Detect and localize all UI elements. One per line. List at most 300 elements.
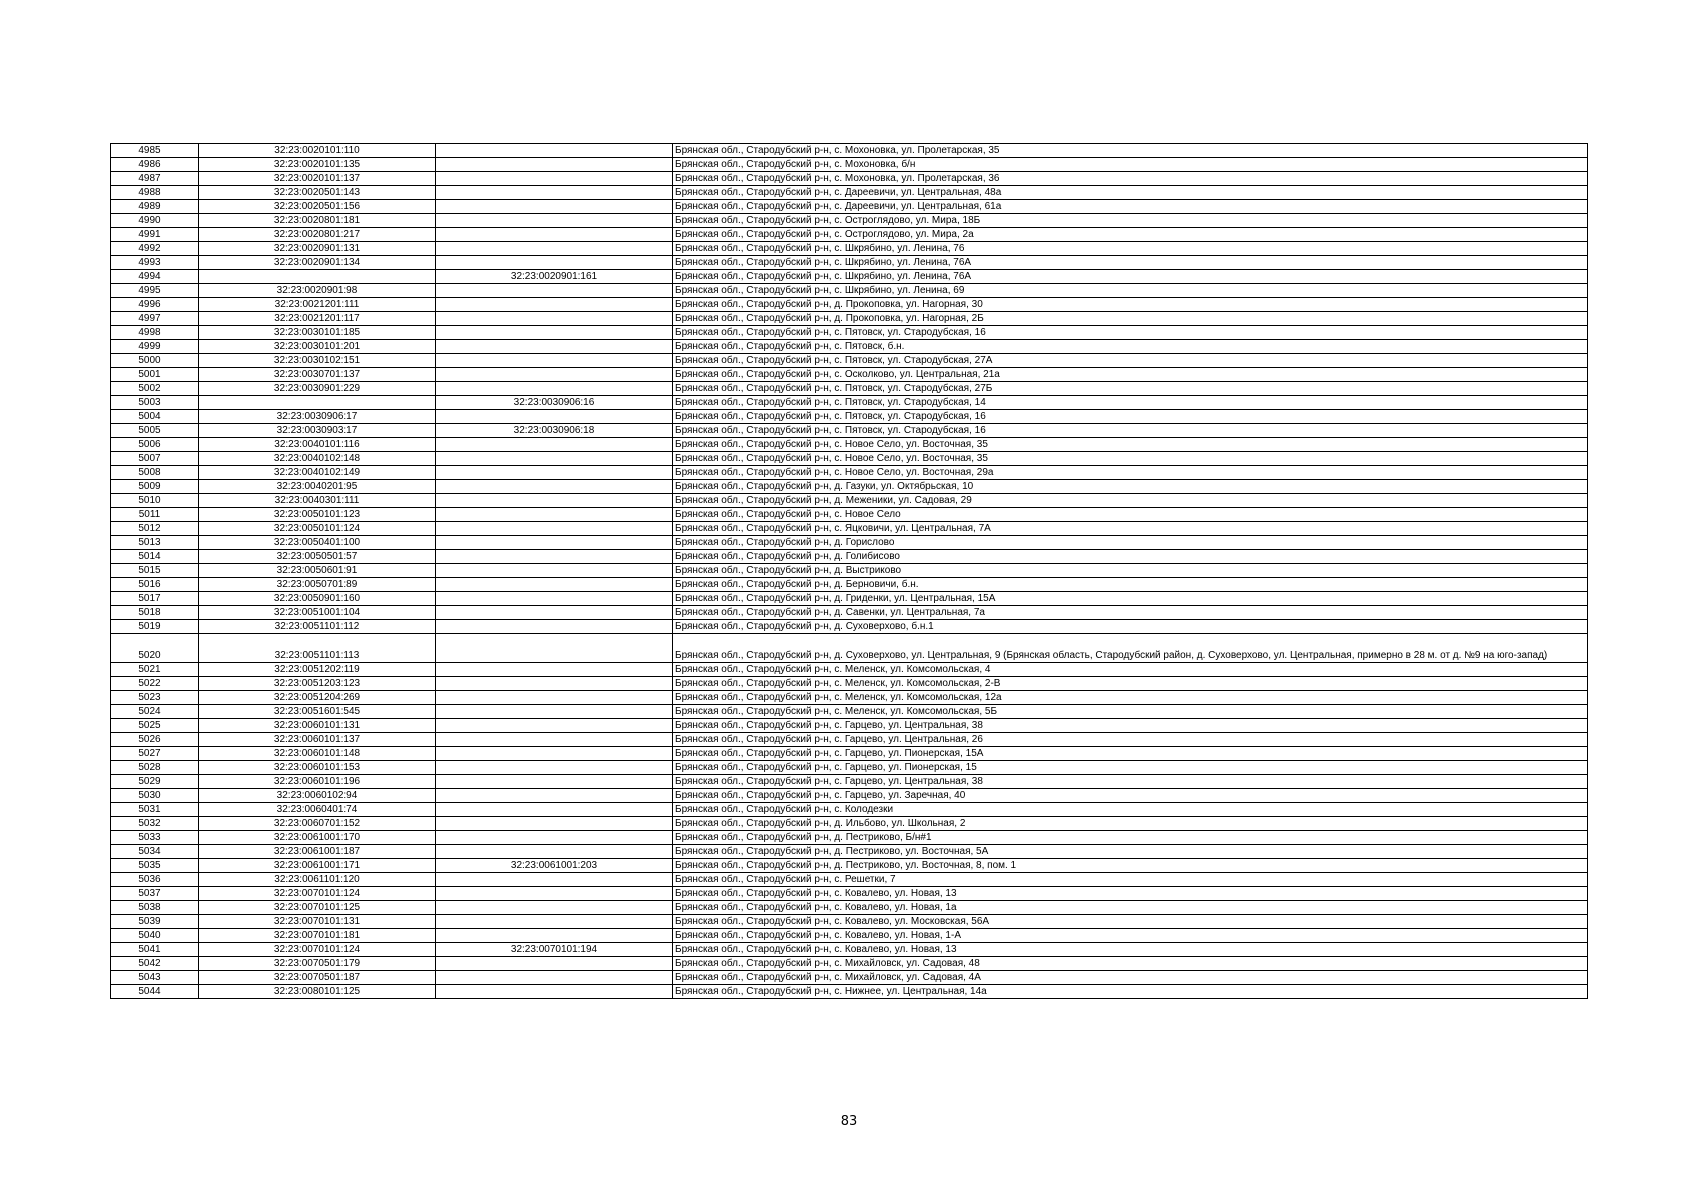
row-number-cell: 4990 [111,214,199,228]
row-number-cell: 4999 [111,340,199,354]
address-cell: Брянская обл., Стародубский р-н, д. Берновичи, б.н. [673,578,1588,592]
cadastral-number-cell: 32:23:0020101:135 [199,158,436,172]
address-cell: Брянская обл., Стародубский р-н, с. Гарцево, ул. Пионерская, 15А [673,747,1588,761]
row-number-cell: 4986 [111,158,199,172]
row-number-cell: 5023 [111,691,199,705]
row-number-cell: 4993 [111,256,199,270]
registry-body [111,144,1588,999]
cadastral-number-cell: 32:23:0070101:124 [199,943,436,957]
row-number-cell: 5030 [111,789,199,803]
address-cell: Брянская обл., Стародубский р-н, с. Ковалево, ул. Новая, 13 [673,887,1588,901]
table-row [111,957,1588,971]
table-row [111,452,1588,466]
cadastral-number-cell: 32:23:0050501:57 [199,550,436,564]
linked-cadastral-number-cell [436,326,673,340]
address-cell: Брянская обл., Стародубский р-н, с. Шкрябино, ул. Ленина, 76А [673,256,1588,270]
address-cell: Брянская обл., Стародубский р-н, с. Гарцево, ул. Пионерская, 15 [673,761,1588,775]
registry-table [110,143,1588,999]
table-row [111,775,1588,789]
linked-cadastral-number-cell [436,719,673,733]
cadastral-number-cell: 32:23:0030901:229 [199,382,436,396]
cadastral-number-cell: 32:23:0051203:123 [199,677,436,691]
cadastral-number-cell: 32:23:0070501:179 [199,957,436,971]
table-row [111,494,1588,508]
address-cell: Брянская обл., Стародубский р-н, с. Пятовск, б.н. [673,340,1588,354]
row-number-cell: 4996 [111,298,199,312]
linked-cadastral-number-cell [436,452,673,466]
table-row [111,901,1588,915]
linked-cadastral-number-cell [436,929,673,943]
table-row [111,663,1588,677]
linked-cadastral-number-cell [436,256,673,270]
table-row [111,859,1588,873]
linked-cadastral-number-cell [436,957,673,971]
row-number-cell: 4987 [111,172,199,186]
cadastral-number-cell: 32:23:0070501:187 [199,971,436,985]
linked-cadastral-number-cell [436,705,673,719]
table-row [111,873,1588,887]
linked-cadastral-number-cell [436,971,673,985]
page-number: 83 [840,1114,858,1129]
row-number-cell: 5043 [111,971,199,985]
cadastral-number-cell: 32:23:0030102:151 [199,354,436,368]
linked-cadastral-number-cell [436,620,673,634]
linked-cadastral-number-cell [436,761,673,775]
cadastral-number-cell: 32:23:0060101:153 [199,761,436,775]
linked-cadastral-number-cell [436,592,673,606]
table-row [111,354,1588,368]
table-row [111,284,1588,298]
table-row [111,915,1588,929]
address-cell: Брянская обл., Стародубский р-н, с. Яцковичи, ул. Центральная, 7А [673,522,1588,536]
address-cell: Брянская обл., Стародубский р-н, с. Пятовск, ул. Стародубская, 14 [673,396,1588,410]
address-cell: Брянская обл., Стародубский р-н, д. Голибисово [673,550,1588,564]
table-row [111,677,1588,691]
linked-cadastral-number-cell [436,536,673,550]
table-row [111,396,1588,410]
table-row [111,228,1588,242]
table-row [111,691,1588,705]
address-cell: Брянская обл., Стародубский р-н, д. Гриденки, ул. Центральная, 15А [673,592,1588,606]
row-number-cell: 5014 [111,550,199,564]
linked-cadastral-number-cell [436,550,673,564]
address-cell: Брянская обл., Стародубский р-н, с. Михайловск, ул. Садовая, 48 [673,957,1588,971]
row-number-cell: 5036 [111,873,199,887]
linked-cadastral-number-cell [436,831,673,845]
cadastral-number-cell: 32:23:0060101:131 [199,719,436,733]
row-number-cell: 5035 [111,859,199,873]
linked-cadastral-number-cell [436,200,673,214]
linked-cadastral-number-cell [436,887,673,901]
row-number-cell: 4995 [111,284,199,298]
linked-cadastral-number-cell [436,845,673,859]
cadastral-number-cell [199,270,436,284]
cadastral-number-cell: 32:23:0050701:89 [199,578,436,592]
row-number-cell: 5001 [111,368,199,382]
address-cell: Брянская обл., Стародубский р-н, с. Дареевичи, ул. Центральная, 61а [673,200,1588,214]
row-number-cell: 4992 [111,242,199,256]
address-cell: Брянская обл., Стародубский р-н, д. Пестриково, ул. Восточная, 8, пом. 1 [673,859,1588,873]
cadastral-number-cell: 32:23:0020501:143 [199,186,436,200]
table-row [111,985,1588,999]
linked-cadastral-number-cell: 32:23:0070101:194 [436,943,673,957]
linked-cadastral-number-cell [436,677,673,691]
table-row [111,480,1588,494]
table-row [111,620,1588,634]
linked-cadastral-number-cell [436,606,673,620]
linked-cadastral-number-cell [436,410,673,424]
cadastral-number-cell: 32:23:0050901:160 [199,592,436,606]
row-number-cell: 4988 [111,186,199,200]
address-cell: Брянская обл., Стародубский р-н, с. Гарцево, ул. Центральная, 26 [673,733,1588,747]
table-row [111,424,1588,438]
linked-cadastral-number-cell [436,186,673,200]
linked-cadastral-number-cell [436,775,673,789]
linked-cadastral-number-cell [436,144,673,158]
cadastral-number-cell: 32:23:0051202:119 [199,663,436,677]
row-number-cell: 5041 [111,943,199,957]
address-cell: Брянская обл., Стародубский р-н, с. Меленск, ул. Комсомольская, 5Б [673,705,1588,719]
row-number-cell: 5009 [111,480,199,494]
address-cell: Брянская обл., Стародубский р-н, с. Пятовск, ул. Стародубская, 27А [673,354,1588,368]
address-cell: Брянская обл., Стародубский р-н, с. Колодезки [673,803,1588,817]
row-number-cell: 5018 [111,606,199,620]
address-cell: Брянская обл., Стародубский р-н, с. Мохоновка, ул. Пролетарская, 36 [673,172,1588,186]
linked-cadastral-number-cell [436,817,673,831]
address-cell: Брянская обл., Стародубский р-н, с. Меленск, ул. Комсомольская, 2-В [673,677,1588,691]
address-cell: Брянская обл., Стародубский р-н, с. Ковалево, ул. Новая, 1-А [673,929,1588,943]
row-number-cell: 5029 [111,775,199,789]
table-row [111,508,1588,522]
cadastral-number-cell: 32:23:0020101:137 [199,172,436,186]
table-row [111,326,1588,340]
row-number-cell: 5040 [111,929,199,943]
address-cell: Брянская обл., Стародубский р-н, с. Мохоновка, б/н [673,158,1588,172]
row-number-cell: 5020 [111,634,199,663]
table-row [111,438,1588,452]
row-number-cell: 5024 [111,705,199,719]
linked-cadastral-number-cell [436,340,673,354]
linked-cadastral-number-cell [436,158,673,172]
linked-cadastral-number-cell: 32:23:0061001:203 [436,859,673,873]
linked-cadastral-number-cell [436,466,673,480]
linked-cadastral-number-cell [436,901,673,915]
row-number-cell: 5022 [111,677,199,691]
table-row [111,368,1588,382]
linked-cadastral-number-cell [436,747,673,761]
cadastral-number-cell: 32:23:0070101:124 [199,887,436,901]
row-number-cell: 5044 [111,985,199,999]
linked-cadastral-number-cell [436,508,673,522]
cadastral-number-cell: 32:23:0061001:171 [199,859,436,873]
row-number-cell: 5017 [111,592,199,606]
cadastral-number-cell: 32:23:0051101:112 [199,620,436,634]
row-number-cell: 5037 [111,887,199,901]
address-cell: Брянская обл., Стародубский р-н, с. Новое Село, ул. Восточная, 35 [673,438,1588,452]
cadastral-number-cell: 32:23:0050101:124 [199,522,436,536]
linked-cadastral-number-cell: 32:23:0020901:161 [436,270,673,284]
cadastral-number-cell: 32:23:0051101:113 [199,634,436,663]
linked-cadastral-number-cell [436,985,673,999]
address-cell: Брянская обл., Стародубский р-н, д. Пестриково, ул. Восточная, 5А [673,845,1588,859]
cadastral-number-cell: 32:23:0080101:125 [199,985,436,999]
row-number-cell: 5034 [111,845,199,859]
table-row [111,536,1588,550]
linked-cadastral-number-cell [436,494,673,508]
row-number-cell: 5026 [111,733,199,747]
row-number-cell: 4989 [111,200,199,214]
table-row [111,298,1588,312]
cadastral-number-cell: 32:23:0030906:17 [199,410,436,424]
cadastral-number-cell: 32:23:0030903:17 [199,424,436,438]
table-row [111,761,1588,775]
row-number-cell: 5042 [111,957,199,971]
linked-cadastral-number-cell [436,298,673,312]
row-number-cell: 5003 [111,396,199,410]
table-row [111,831,1588,845]
linked-cadastral-number-cell [436,284,673,298]
cadastral-number-cell: 32:23:0070101:181 [199,929,436,943]
address-cell: Брянская обл., Стародубский р-н, с. Шкрябино, ул. Ленина, 69 [673,284,1588,298]
linked-cadastral-number-cell [436,522,673,536]
cadastral-number-cell: 32:23:0060102:94 [199,789,436,803]
linked-cadastral-number-cell [436,873,673,887]
row-number-cell: 5016 [111,578,199,592]
address-cell: Брянская обл., Стародубский р-н, д. Прокоповка, ул. Нагорная, 30 [673,298,1588,312]
address-cell: Брянская обл., Стародубский р-н, с. Шкрябино, ул. Ленина, 76 [673,242,1588,256]
table-row [111,186,1588,200]
linked-cadastral-number-cell [436,368,673,382]
linked-cadastral-number-cell [436,354,673,368]
table-row [111,606,1588,620]
table-row [111,747,1588,761]
table-row [111,144,1588,158]
address-cell: Брянская обл., Стародубский р-н, д. Горислово [673,536,1588,550]
linked-cadastral-number-cell: 32:23:0030906:16 [436,396,673,410]
address-cell: Брянская обл., Стародубский р-н, с. Гарцево, ул. Заречная, 40 [673,789,1588,803]
address-cell: Брянская обл., Стародубский р-н, с. Ковалево, ул. Новая, 13 [673,943,1588,957]
row-number-cell: 5039 [111,915,199,929]
cadastral-number-cell: 32:23:0040102:148 [199,452,436,466]
row-number-cell: 5031 [111,803,199,817]
cadastral-number-cell: 32:23:0050601:91 [199,564,436,578]
cadastral-number-cell: 32:23:0030101:185 [199,326,436,340]
table-row [111,410,1588,424]
row-number-cell: 4991 [111,228,199,242]
table-row [111,340,1588,354]
linked-cadastral-number-cell [436,480,673,494]
cadastral-number-cell: 32:23:0020901:134 [199,256,436,270]
table-row [111,382,1588,396]
table-row [111,929,1588,943]
table-row [111,242,1588,256]
table-row [111,592,1588,606]
linked-cadastral-number-cell [436,242,673,256]
row-number-cell: 5032 [111,817,199,831]
address-cell: Брянская обл., Стародубский р-н, с. Дареевичи, ул. Центральная, 48а [673,186,1588,200]
cadastral-number-cell: 32:23:0020801:217 [199,228,436,242]
table-row [111,312,1588,326]
address-cell: Брянская обл., Стародубский р-н, д. Выстриково [673,564,1588,578]
table-row [111,522,1588,536]
address-cell: Брянская обл., Стародубский р-н, с. Пятовск, ул. Стародубская, 27Б [673,382,1588,396]
address-cell: Брянская обл., Стародубский р-н, с. Гарцево, ул. Центральная, 38 [673,719,1588,733]
address-cell: Брянская обл., Стародубский р-н, д. Савенки, ул. Центральная, 7а [673,606,1588,620]
cadastral-number-cell: 32:23:0060401:74 [199,803,436,817]
address-cell: Брянская обл., Стародубский р-н, д. Меженики, ул. Садовая, 29 [673,494,1588,508]
row-number-cell: 5002 [111,382,199,396]
address-cell: Брянская обл., Стародубский р-н, д. Ильбово, ул. Школьная, 2 [673,817,1588,831]
address-cell: Брянская обл., Стародубский р-н, с. Меленск, ул. Комсомольская, 4 [673,663,1588,677]
table-row [111,971,1588,985]
row-number-cell: 5006 [111,438,199,452]
address-cell: Брянская обл., Стародубский р-н, д. Прокоповка, ул. Нагорная, 2Б [673,312,1588,326]
linked-cadastral-number-cell [436,733,673,747]
cadastral-number-cell: 32:23:0051001:104 [199,606,436,620]
row-number-cell: 5013 [111,536,199,550]
row-number-cell: 5008 [111,466,199,480]
address-cell: Брянская обл., Стародубский р-н, с. Пятовск, ул. Стародубская, 16 [673,410,1588,424]
table-row [111,887,1588,901]
linked-cadastral-number-cell [436,228,673,242]
address-cell: Брянская обл., Стародубский р-н, с. Гарцево, ул. Центральная, 38 [673,775,1588,789]
table-row [111,270,1588,284]
cadastral-number-cell: 32:23:0040301:111 [199,494,436,508]
row-number-cell: 5028 [111,761,199,775]
address-cell: Брянская обл., Стародубский р-н, д. Суховерхово, б.н.1 [673,620,1588,634]
cadastral-number-cell: 32:23:0061001:170 [199,831,436,845]
linked-cadastral-number-cell [436,663,673,677]
row-number-cell: 5019 [111,620,199,634]
cadastral-number-cell: 32:23:0070101:131 [199,915,436,929]
row-number-cell: 5000 [111,354,199,368]
cadastral-number-cell: 32:23:0030101:201 [199,340,436,354]
linked-cadastral-number-cell [436,691,673,705]
table-row [111,564,1588,578]
row-number-cell: 4994 [111,270,199,284]
cadastral-number-cell: 32:23:0020901:131 [199,242,436,256]
linked-cadastral-number-cell [436,382,673,396]
linked-cadastral-number-cell [436,789,673,803]
table-row [111,214,1588,228]
row-number-cell: 4985 [111,144,199,158]
row-number-cell: 5027 [111,747,199,761]
row-number-cell: 5004 [111,410,199,424]
table-row [111,943,1588,957]
cadastral-number-cell: 32:23:0061001:187 [199,845,436,859]
cadastral-number-cell: 32:23:0020101:110 [199,144,436,158]
cadastral-number-cell: 32:23:0051204:269 [199,691,436,705]
address-cell: Брянская обл., Стародубский р-н, с. Остроглядово, ул. Мира, 18Б [673,214,1588,228]
table-row [111,845,1588,859]
address-cell: Брянская обл., Стародубский р-н, с. Нижнее, ул. Центральная, 14а [673,985,1588,999]
address-cell: Брянская обл., Стародубский р-н, д. Газуки, ул. Октябрьская, 10 [673,480,1588,494]
row-number-cell: 5038 [111,901,199,915]
linked-cadastral-number-cell [436,438,673,452]
cadastral-number-cell: 32:23:0030701:137 [199,368,436,382]
address-cell: Брянская обл., Стародубский р-н, с. Ковалево, ул. Московская, 56А [673,915,1588,929]
cadastral-number-cell: 32:23:0050401:100 [199,536,436,550]
linked-cadastral-number-cell [436,214,673,228]
linked-cadastral-number-cell [436,634,673,663]
table-row [111,550,1588,564]
table-row [111,256,1588,270]
cadastral-number-cell: 32:23:0070101:125 [199,901,436,915]
row-number-cell: 4998 [111,326,199,340]
address-cell: Брянская обл., Стародубский р-н, с. Новое Село, ул. Восточная, 29а [673,466,1588,480]
linked-cadastral-number-cell [436,578,673,592]
address-cell: Брянская обл., Стародубский р-н, с. Меленск, ул. Комсомольская, 12а [673,691,1588,705]
table-row [111,158,1588,172]
table-row [111,634,1588,663]
row-number-cell: 4997 [111,312,199,326]
table-row [111,789,1588,803]
row-number-cell: 5025 [111,719,199,733]
cadastral-number-cell: 32:23:0040201:95 [199,480,436,494]
address-cell: Брянская обл., Стародубский р-н, с. Решетки, 7 [673,873,1588,887]
row-number-cell: 5007 [111,452,199,466]
row-number-cell: 5015 [111,564,199,578]
cadastral-number-cell [199,396,436,410]
address-cell: Брянская обл., Стародубский р-н, с. Новое Село, ул. Восточная, 35 [673,452,1588,466]
cadastral-number-cell: 32:23:0060101:196 [199,775,436,789]
row-number-cell: 5011 [111,508,199,522]
address-cell: Брянская обл., Стародубский р-н, с. Михайловск, ул. Садовая, 4А [673,971,1588,985]
linked-cadastral-number-cell [436,564,673,578]
address-cell: Брянская обл., Стародубский р-н, д. Пестриково, Б/н#1 [673,831,1588,845]
cadastral-number-cell: 32:23:0060701:152 [199,817,436,831]
cadastral-number-cell: 32:23:0020801:181 [199,214,436,228]
address-cell: Брянская обл., Стародубский р-н, с. Мохоновка, ул. Пролетарская, 35 [673,144,1588,158]
cadastral-number-cell: 32:23:0050101:123 [199,508,436,522]
cadastral-number-cell: 32:23:0060101:148 [199,747,436,761]
cadastral-number-cell: 32:23:0051601:545 [199,705,436,719]
row-number-cell: 5033 [111,831,199,845]
address-cell: Брянская обл., Стародубский р-н, с. Пятовск, ул. Стародубская, 16 [673,424,1588,438]
linked-cadastral-number-cell [436,915,673,929]
address-cell: Брянская обл., Стародубский р-н, с. Ковалево, ул. Новая, 1а [673,901,1588,915]
linked-cadastral-number-cell: 32:23:0030906:18 [436,424,673,438]
linked-cadastral-number-cell [436,803,673,817]
row-number-cell: 5021 [111,663,199,677]
cadastral-number-cell: 32:23:0021201:111 [199,298,436,312]
address-cell: Брянская обл., Стародубский р-н, с. Осколково, ул. Центральная, 21а [673,368,1588,382]
linked-cadastral-number-cell [436,172,673,186]
table-row [111,200,1588,214]
table-row [111,719,1588,733]
row-number-cell: 5012 [111,522,199,536]
cadastral-number-cell: 32:23:0040101:116 [199,438,436,452]
cadastral-number-cell: 32:23:0061101:120 [199,873,436,887]
table-row [111,817,1588,831]
table-row [111,466,1588,480]
address-cell: Брянская обл., Стародубский р-н, с. Пятовск, ул. Стародубская, 16 [673,326,1588,340]
address-cell: Брянская обл., Стародубский р-н, с. Новое Село [673,508,1588,522]
table-row [111,172,1588,186]
table-row [111,578,1588,592]
table-row [111,705,1588,719]
cadastral-number-cell: 32:23:0021201:117 [199,312,436,326]
linked-cadastral-number-cell [436,312,673,326]
address-cell: Брянская обл., Стародубский р-н, д. Суховерхово, ул. Центральная, 9 (Брянская область, Стародубский район, д. Суховерхово, ул. Центральная, примерно в 28 м. от д. №9 на юго-запад) [673,634,1588,663]
cadastral-number-cell: 32:23:0020501:156 [199,200,436,214]
table-row [111,803,1588,817]
row-number-cell: 5005 [111,424,199,438]
cadastral-number-cell: 32:23:0020901:98 [199,284,436,298]
address-cell: Брянская обл., Стародубский р-н, с. Остроглядово, ул. Мира, 2а [673,228,1588,242]
table-row [111,733,1588,747]
row-number-cell: 5010 [111,494,199,508]
